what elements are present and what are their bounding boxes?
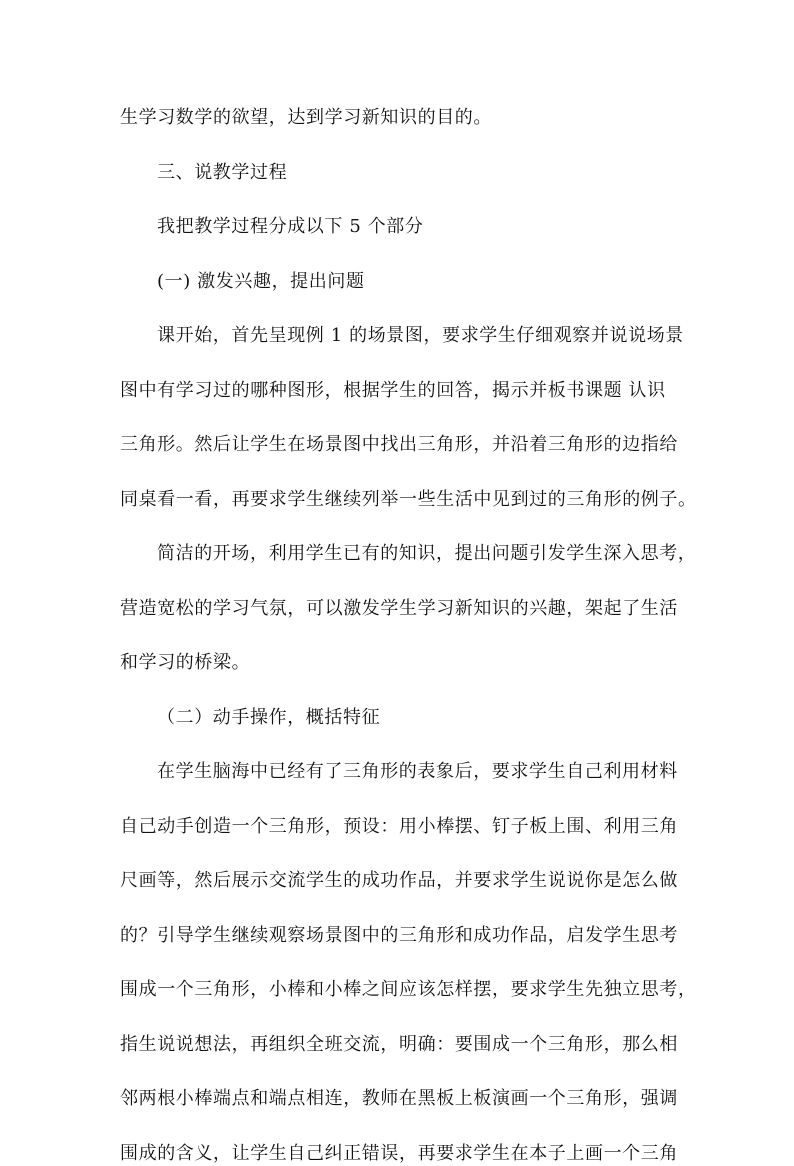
text-line: 简洁的开场，利用学生已有的知识，提出问题引发学生深入思考， — [157, 543, 697, 564]
text-line: 在学生脑海中已经有了三角形的表象后，要求学生自己利用材料 — [157, 761, 678, 782]
text-line: 生学习数学的欲望，达到学习新知识的目的。 — [120, 107, 492, 128]
text-line: 课开始，首先呈现例 1 的场景图，要求学生仔细观察并说说场景 — [157, 325, 684, 346]
section-heading: 三、说教学过程 — [157, 161, 288, 183]
text-line: 尺画等，然后展示交流学生的成功作品，并要求学生说说你是怎么做 — [120, 870, 678, 891]
text-line: 围成一个三角形，小棒和小棒之间应该怎样摆，要求学生先独立思考， — [120, 979, 697, 1000]
text-line: 图中有学习过的哪种图形，根据学生的回答，揭示并板书课题 认识 — [120, 379, 666, 401]
subsection-heading: （二）动手操作，概括特征 — [157, 706, 381, 728]
subsection-heading: (一) 激发兴趣，提出问题 — [157, 270, 365, 292]
text-line: 的？引导学生继续观察场景图中的三角形和成功作品，启发学生思考 — [120, 924, 678, 946]
text-line: 同桌看一看，再要求学生继续列举一些生活中见到过的三角形的例子。 — [120, 488, 697, 510]
text-line: 邻两根小棒端点和端点相连，教师在黑板上板演画一个三角形，强调 — [120, 1088, 678, 1109]
text-line: 我把教学过程分成以下 5 个部分 — [157, 216, 424, 237]
text-line: 营造宽松的学习气氛，可以激发学生学习新知识的兴趣，架起了生活 — [120, 597, 678, 619]
text-line: 三角形。然后让学生在场景图中找出三角形，并沿着三角形的边指给 — [120, 434, 678, 455]
text-line: 指生说说想法，再组织全班交流，明确：要围成一个三角形，那么相 — [120, 1033, 678, 1055]
text-line: 围成的含义，让学生自己纠正错误，再要求学生在本子上画一个三角 — [120, 1142, 678, 1164]
text-line: 和学习的桥梁。 — [120, 652, 251, 673]
text-line: 自己动手创造一个三角形，预设：用小棒摆、钉子板上围、利用三角 — [120, 815, 678, 837]
